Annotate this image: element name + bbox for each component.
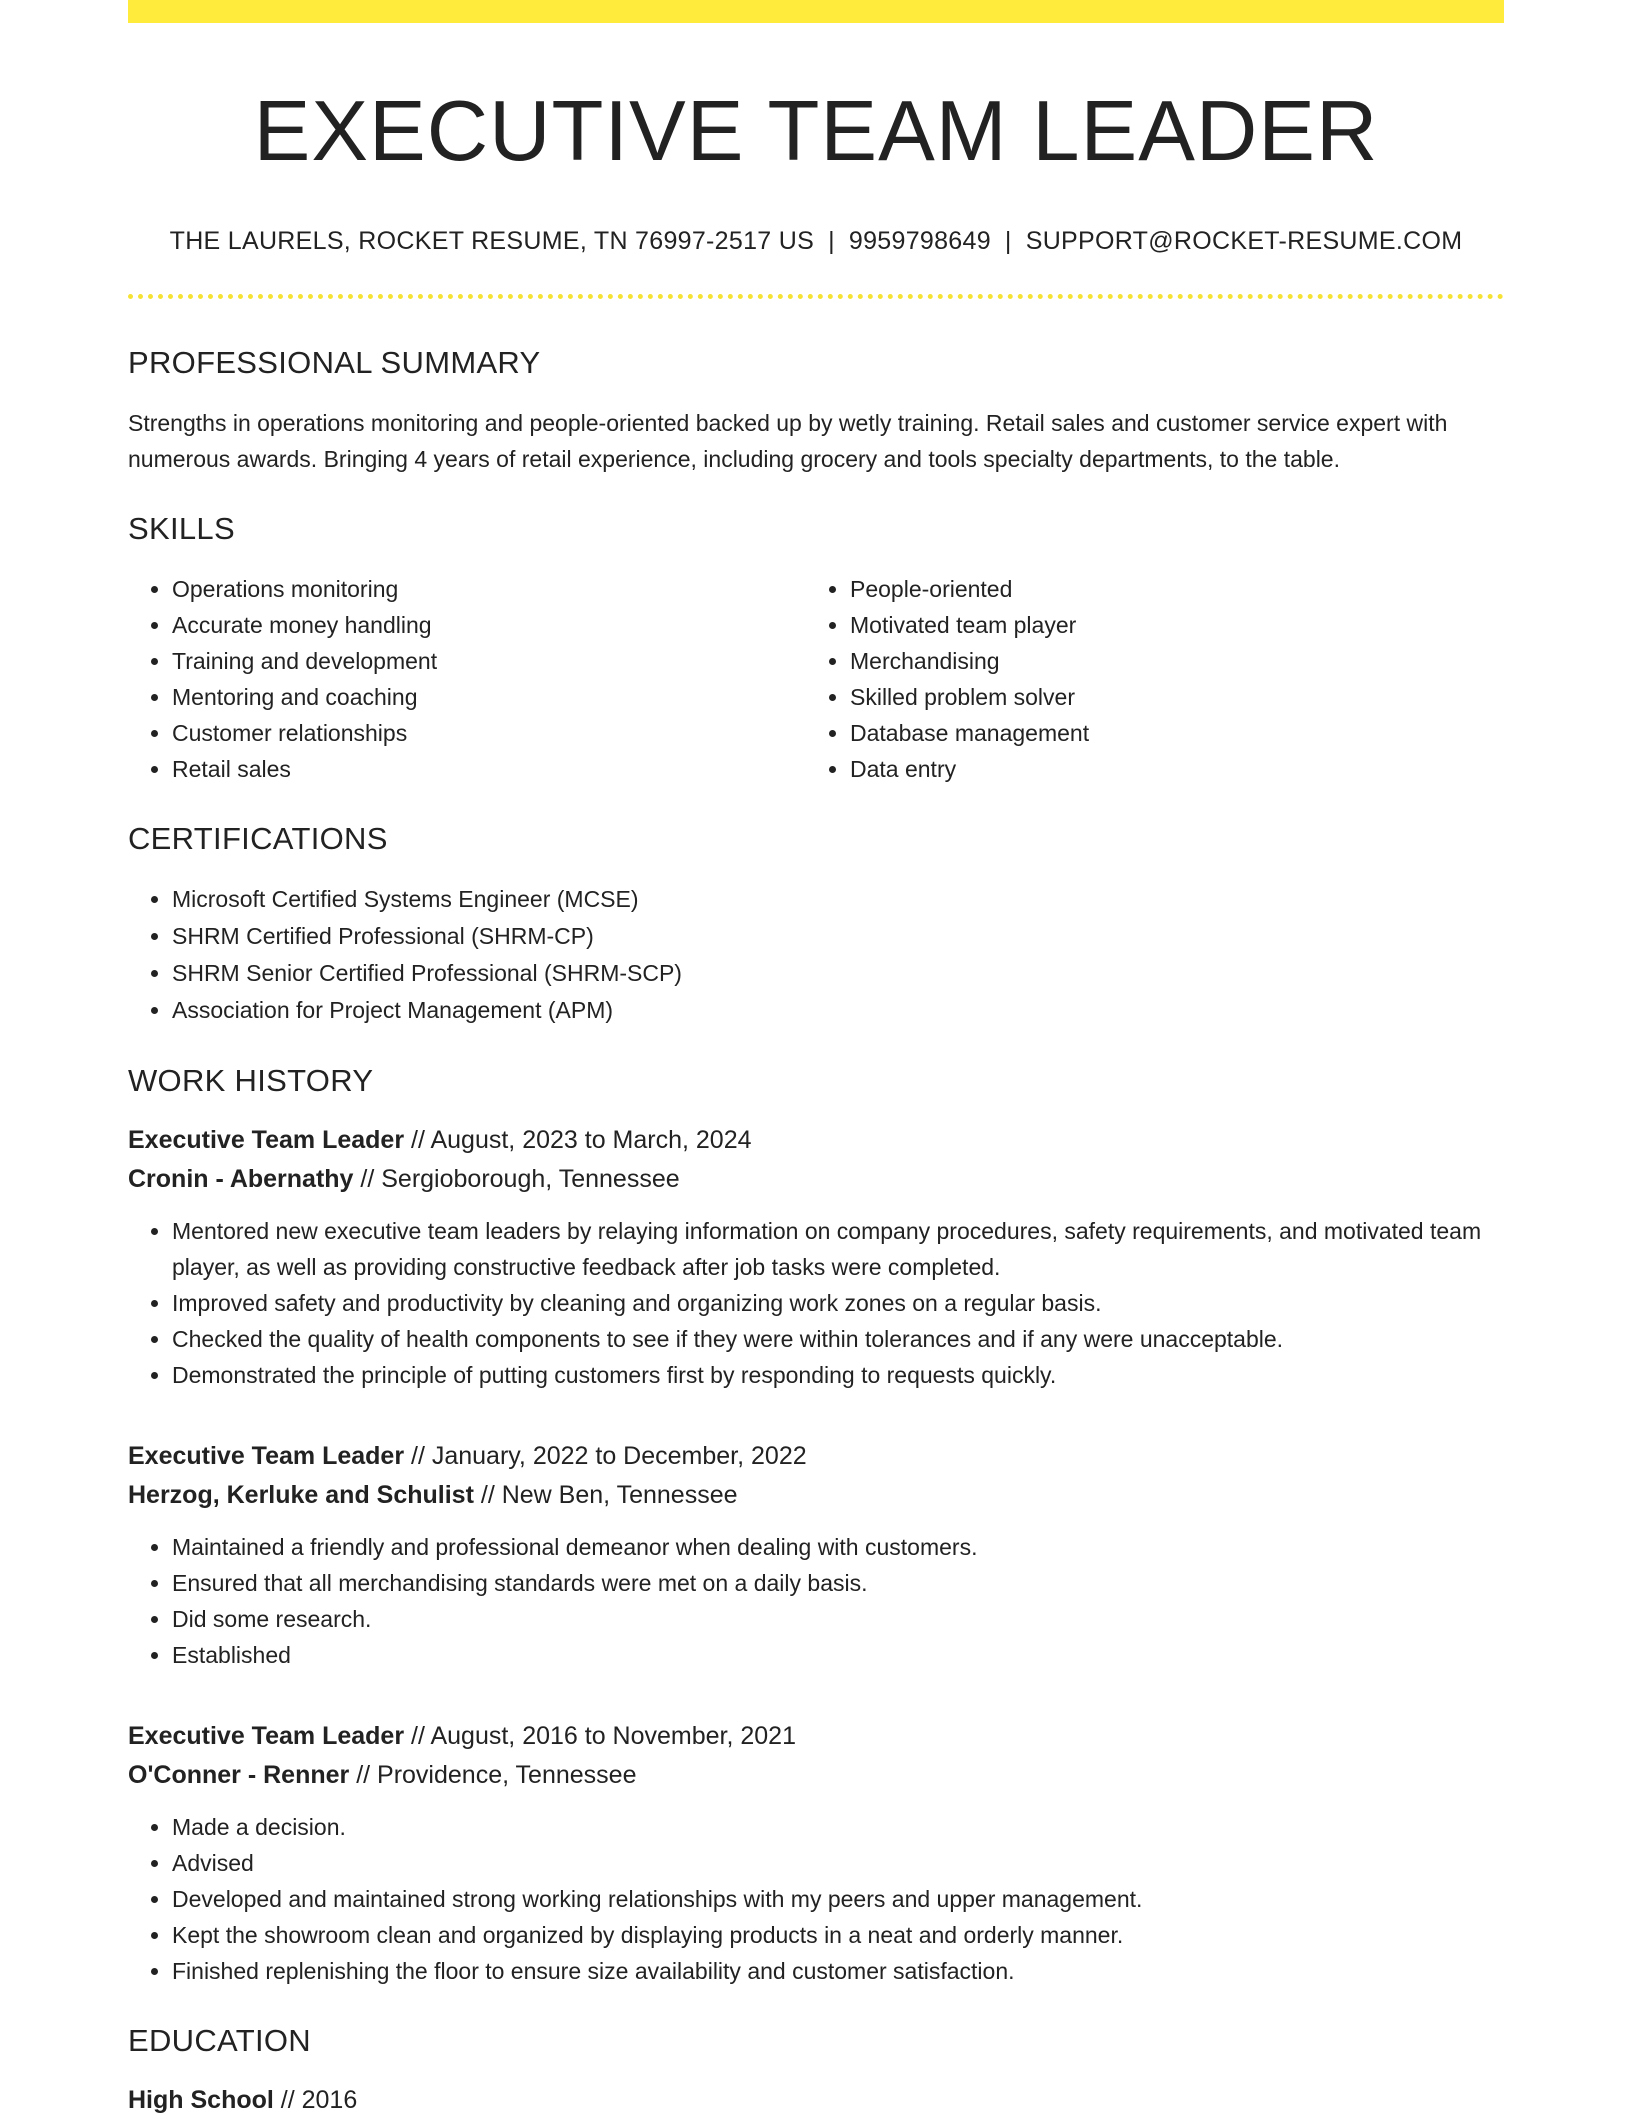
contact-line <box>128 227 1504 256</box>
job-duty-item: • Made a decision. <box>172 1809 1504 1845</box>
job-role: Executive Team Leader <box>128 1721 405 1750</box>
job-duty-item: • Finished replenishing the floor to ensure size availability and customer satisfaction. <box>172 1953 1504 1989</box>
job-title-line <box>128 1717 1504 1756</box>
job-duty-item: • Developed and maintained strong working relationships with my peers and upper management. <box>172 1881 1504 1917</box>
job-location: // Providence, Tennessee <box>349 1760 637 1789</box>
summary-text: Strengths in operations monitoring and people-oriented backed up by wetly training. Retail sales and customer service expert with numerous awards. Bringing 4 years of retail experience, including grocery and tools specialty departments, to the table. <box>128 409 1448 472</box>
job-company: Herzog, Kerluke and Schulist <box>128 1480 474 1509</box>
section-title-skills: SKILLS <box>128 510 235 546</box>
contact-separator: | <box>1004 226 1012 255</box>
job-role: Executive Team Leader <box>128 1125 405 1154</box>
skill-item: • Mentoring and coaching <box>172 679 806 715</box>
skill-item: • Operations monitoring <box>172 571 806 607</box>
resume-name: EXECUTIVE TEAM LEADER <box>253 84 1379 179</box>
certifications-list <box>128 881 1504 1029</box>
job-duty-item: • Maintained a friendly and professional demeanor when dealing with customers. <box>172 1529 1504 1565</box>
skill-item: • Skilled problem solver <box>850 679 1484 715</box>
job-entry <box>128 1437 1504 1673</box>
education-entry <box>128 2081 1504 2120</box>
job-entry <box>128 1121 1504 1393</box>
skill-item: • Training and development <box>172 643 806 679</box>
contact-address: THE LAURELS, ROCKET RESUME, TN 76997-2517 US <box>169 226 815 255</box>
section-title-summary: PROFESSIONAL SUMMARY <box>128 344 541 380</box>
job-title-line <box>128 1121 1504 1160</box>
certification-item: • SHRM Senior Certified Professional (SHRM-SCP) <box>172 955 1504 992</box>
certification-item: • Association for Project Management (APM) <box>172 992 1504 1029</box>
job-duties-list <box>128 1213 1504 1393</box>
job-dates: // January, 2022 to December, 2022 <box>404 1441 807 1470</box>
job-dates: // August, 2016 to November, 2021 <box>404 1721 796 1750</box>
job-company-line <box>128 1476 1504 1515</box>
contact-email: SUPPORT@ROCKET-RESUME.COM <box>1025 226 1463 255</box>
section-title-work-history: WORK HISTORY <box>128 1062 374 1098</box>
skills-list-left <box>128 571 806 787</box>
dotted-divider <box>128 294 1504 299</box>
job-company: Cronin - Abernathy <box>128 1164 354 1193</box>
skills-columns <box>128 571 1504 787</box>
work-history-list <box>128 1121 1504 1989</box>
job-role: Executive Team Leader <box>128 1441 405 1470</box>
skills-list-right <box>806 571 1484 787</box>
job-location: // Sergioborough, Tennessee <box>353 1164 680 1193</box>
contact-separator: | <box>828 226 835 255</box>
job-duty-item: • Improved safety and productivity by cleaning and organizing work zones on a regular basis. <box>172 1285 1504 1321</box>
job-company: O'Conner - Renner <box>128 1760 350 1789</box>
section-title-education: EDUCATION <box>128 2022 311 2058</box>
job-title-line <box>128 1437 1504 1476</box>
job-duty-item: • Ensured that all merchandising standards were met on a daily basis. <box>172 1565 1504 1601</box>
accent-bar <box>128 0 1504 23</box>
job-location: // New Ben, Tennessee <box>473 1480 738 1509</box>
education-year: // 2016 <box>273 2085 358 2114</box>
skill-item: • Customer relationships <box>172 715 806 751</box>
contact-phone: 9959798649 <box>848 226 991 255</box>
section-title-certifications: CERTIFICATIONS <box>128 820 388 856</box>
education-degree: High School <box>128 2085 274 2114</box>
job-duty-item: • Checked the quality of health components to see if they were within tolerances and if any were unacceptable. <box>172 1321 1504 1357</box>
job-duty-item: • Demonstrated the principle of putting customers first by responding to requests quickly. <box>172 1357 1504 1393</box>
job-dates: // August, 2023 to March, 2024 <box>404 1125 752 1154</box>
certification-item: • SHRM Certified Professional (SHRM-CP) <box>172 918 1504 955</box>
certification-item: • Microsoft Certified Systems Engineer (MCSE) <box>172 881 1504 918</box>
job-duty-item: • Established <box>172 1637 1504 1673</box>
job-duties-list <box>128 1809 1504 1989</box>
skill-item: • Database management <box>850 715 1484 751</box>
skill-item: • Retail sales <box>172 751 806 787</box>
resume-page <box>128 0 1504 2120</box>
job-duty-item: • Did some research. <box>172 1601 1504 1637</box>
skill-item: • Merchandising <box>850 643 1484 679</box>
job-duty-item: • Kept the showroom clean and organized by displaying products in a neat and orderly manner. <box>172 1917 1504 1953</box>
job-duties-list <box>128 1529 1504 1673</box>
skill-item: • Data entry <box>850 751 1484 787</box>
job-entry <box>128 1717 1504 1989</box>
job-company-line <box>128 1756 1504 1795</box>
skill-item: • Accurate money handling <box>172 607 806 643</box>
job-company-line <box>128 1160 1504 1199</box>
job-duty-item: • Advised <box>172 1845 1504 1881</box>
skill-item: • People-oriented <box>850 571 1484 607</box>
skill-item: • Motivated team player <box>850 607 1484 643</box>
job-duty-item: • Mentored new executive team leaders by relaying information on company procedures, safety requirements, and motivated team player, as well as providing constructive feedback after job tasks were completed. <box>172 1213 1504 1285</box>
